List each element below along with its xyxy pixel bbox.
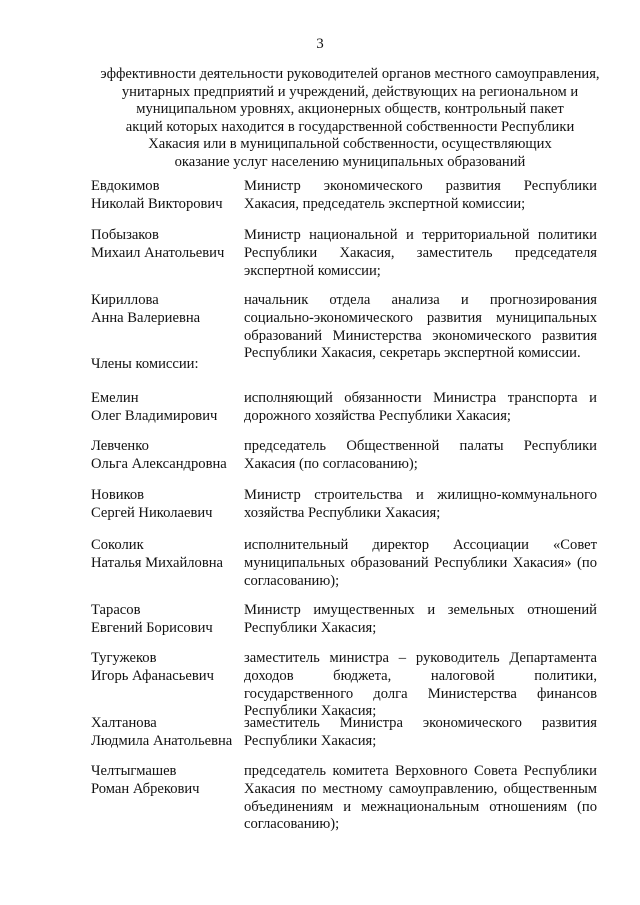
member-surname: Емелин xyxy=(91,390,139,406)
member-role: исполнительный директор Ассоциации «Совет муниципальных образований Республики Хакасия» (по согласованию); xyxy=(244,537,597,589)
member-role: Министр национальной и территориальной политики Республики Хакасия, заместитель председателя экспертной комиссии; xyxy=(244,227,597,279)
member-given-name: Наталья Михайловна xyxy=(91,554,224,571)
member-given-name: Людмила Анатольевна xyxy=(91,732,233,749)
heading-line: акций которых находится в государственной собственности Республики xyxy=(125,118,575,135)
member-role: Министр экономического развития Республики Хакасия, председатель экспертной комиссии; xyxy=(244,178,597,212)
heading-line: оказание услуг населению муниципальных образований xyxy=(174,153,526,170)
member-role: Министр имущественных и земельных отношений Республики Хакасия; xyxy=(244,602,597,636)
heading-line: муниципальном уровнях, акционерных обществ, контрольный пакет xyxy=(136,101,564,118)
member-surname: Челтыгмашев xyxy=(91,763,177,779)
member-name xyxy=(91,227,241,263)
member-given-name: Анна Валериевна xyxy=(91,309,201,326)
heading-line: унитарных предприятий и учреждений, действующих на региональном и xyxy=(121,83,579,100)
member-name xyxy=(91,390,241,426)
member-name xyxy=(91,178,241,214)
member-surname: Тугужеков xyxy=(91,650,157,666)
member-role: заместитель Министра экономического развития Республики Хакасия; xyxy=(244,715,597,749)
page-number: 3 xyxy=(316,36,324,52)
member-given-name: Ольга Александровна xyxy=(91,455,227,472)
member-name xyxy=(91,292,241,328)
member-surname: Тарасов xyxy=(91,602,141,618)
member-surname: Новиков xyxy=(91,487,145,503)
member-name xyxy=(91,438,241,474)
member-surname: Евдокимов xyxy=(91,178,160,194)
member-name xyxy=(91,715,241,751)
member-role: председатель Общественной палаты Республики Хакасия (по согласованию); xyxy=(244,438,597,472)
member-role: заместитель министра – руководитель Департамента доходов бюджета, налоговой политики, государственного долга Министерства финансов Республики Хакасия; xyxy=(244,650,597,720)
member-given-name: Игорь Афанасьевич xyxy=(91,667,214,684)
member-name xyxy=(91,602,241,638)
member-surname: Левченко xyxy=(91,438,149,454)
member-surname: Халтанова xyxy=(91,715,157,731)
member-surname: Кириллова xyxy=(91,292,159,308)
member-name xyxy=(91,537,241,573)
member-name xyxy=(91,650,241,686)
heading-line: Хакасия или в муниципальной собственности, осуществляющих xyxy=(148,136,552,153)
member-given-name: Евгений Борисович xyxy=(91,619,213,636)
member-name xyxy=(91,763,241,799)
member-surname: Побызаков xyxy=(91,227,159,243)
member-name xyxy=(91,487,241,523)
member-surname: Соколик xyxy=(91,537,144,553)
member-given-name: Роман Абрекович xyxy=(91,780,200,797)
member-given-name: Николай Викторович xyxy=(91,195,223,212)
member-role: начальник отдела анализа и прогнозирования социально-экономического развития муниципальных образований Министерства экономического развития Республики Хакасия, секретарь экспертной комиссии. xyxy=(244,292,597,362)
member-role: исполняющий обязанности Министра транспорта и дорожного хозяйства Республики Хакасия; xyxy=(244,390,597,424)
member-given-name: Олег Владимирович xyxy=(91,407,218,424)
heading-line: эффективности деятельности руководителей органов местного самоуправления, xyxy=(100,66,600,82)
member-given-name: Сергей Николаевич xyxy=(91,504,213,521)
member-role: председатель комитета Верховного Совета Республики Хакасия по местному самоуправлению, общественным объединениям и межнациональным отношениям (по согласованию); xyxy=(244,763,597,833)
document-heading xyxy=(100,66,600,172)
members-heading: Члены комиссии: xyxy=(91,356,199,372)
member-role: Министр строительства и жилищно-коммунального хозяйства Республики Хакасия; xyxy=(244,487,597,521)
member-given-name: Михаил Анатольевич xyxy=(91,244,225,261)
